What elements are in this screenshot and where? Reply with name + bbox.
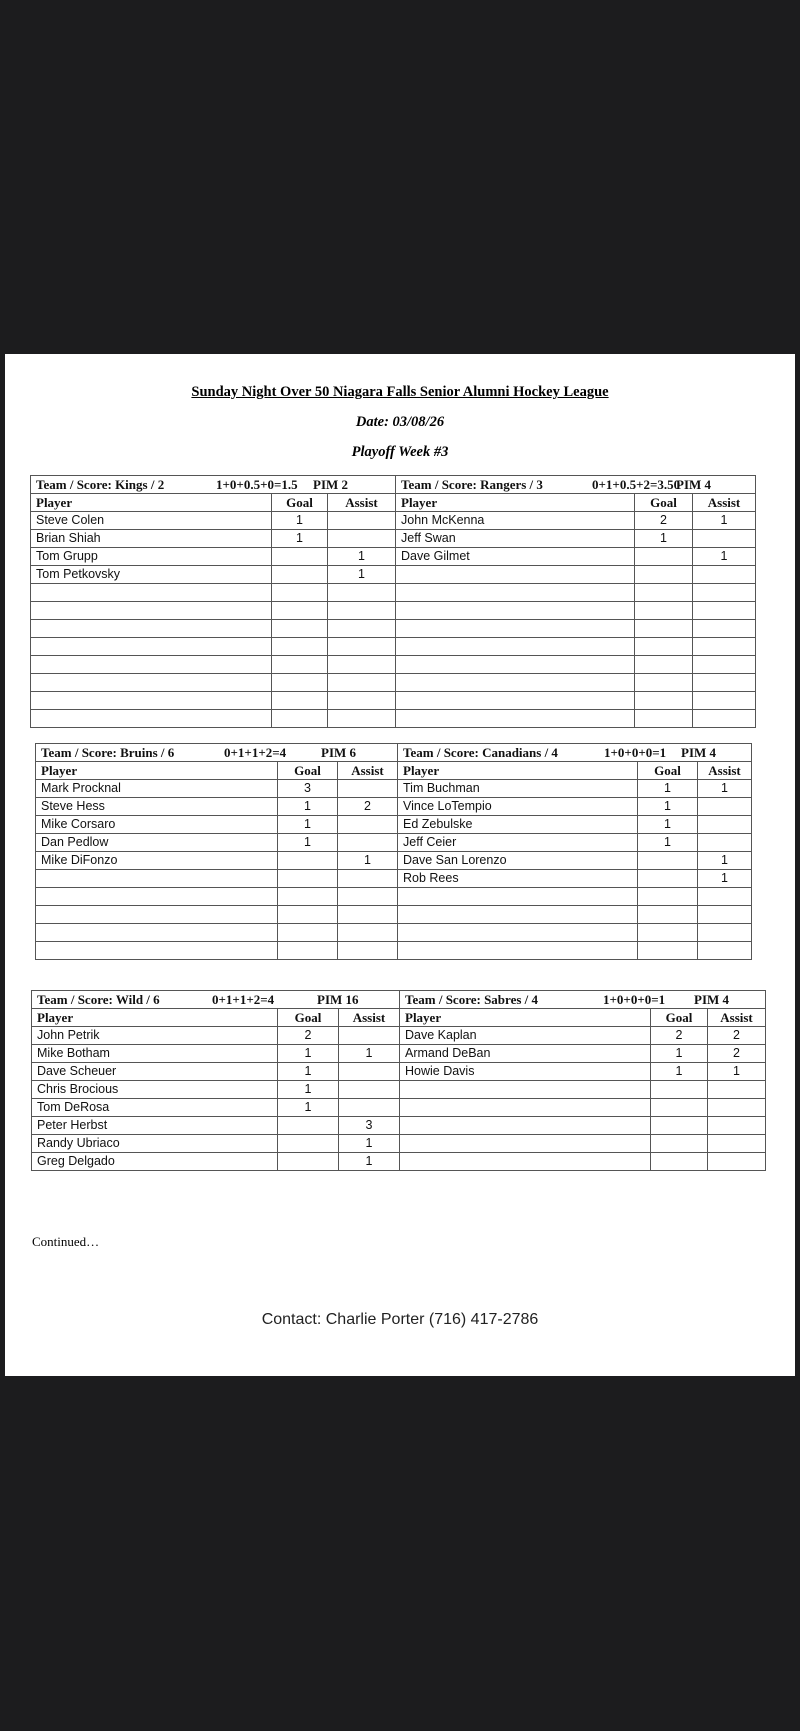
assist-count: [693, 530, 756, 548]
assist-count: 3: [339, 1117, 400, 1135]
goal-count: [278, 1153, 339, 1171]
penalty-minutes: PIM 2: [313, 477, 349, 492]
player-name: [36, 942, 278, 960]
assist-count: [708, 1117, 766, 1135]
goal-count: [278, 888, 338, 906]
player-name: Mark Procknal: [36, 780, 278, 798]
assist-count: [339, 1027, 400, 1045]
assist-count: [338, 942, 398, 960]
table-row: [36, 906, 752, 924]
team-header-right: [398, 744, 752, 762]
player-name: Chris Brocious: [32, 1081, 278, 1099]
assist-count: [328, 692, 396, 710]
penalty-minutes: PIM 4: [694, 992, 730, 1007]
assist-count: [339, 1063, 400, 1081]
assist-count: [708, 1081, 766, 1099]
score-calculation: 0+1+0.5+2=3.50: [592, 477, 681, 492]
goal-count: [651, 1081, 708, 1099]
table-row: [31, 584, 756, 602]
team-score: Team / Score: Rangers / 3: [401, 477, 543, 492]
goal-count: [635, 692, 693, 710]
assist-count: [328, 530, 396, 548]
player-name: [31, 674, 272, 692]
col-header-assist: Assist: [693, 494, 756, 512]
assist-count: [708, 1153, 766, 1171]
goal-count: 1: [278, 798, 338, 816]
penalty-minutes: PIM 6: [321, 745, 357, 760]
player-name: [396, 638, 635, 656]
player-name: Tom Grupp: [31, 548, 272, 566]
player-name: Jeff Ceier: [398, 834, 638, 852]
table-row: [32, 1063, 766, 1081]
table-row: [32, 1027, 766, 1045]
player-name: [400, 1153, 651, 1171]
game-table-2: [35, 743, 752, 960]
goal-count: [278, 870, 338, 888]
game-table-3: [31, 990, 766, 1171]
player-name: Tom Petkovsky: [31, 566, 272, 584]
assist-count: 1: [708, 1063, 766, 1081]
goal-count: 1: [278, 1045, 339, 1063]
table-row: [36, 888, 752, 906]
score-calculation: 0+1+1+2=4: [212, 992, 275, 1007]
table-row: [36, 780, 752, 798]
goal-count: [635, 710, 693, 728]
col-header-player: Player: [31, 494, 272, 512]
player-name: [396, 674, 635, 692]
playoff-week: Playoff Week #3: [351, 444, 449, 460]
assist-count: 1: [339, 1135, 400, 1153]
team-score: Team / Score: Wild / 6: [37, 992, 160, 1007]
score-calculation: 0+1+1+2=4: [224, 745, 287, 760]
assist-count: [338, 816, 398, 834]
assist-count: [328, 656, 396, 674]
assist-count: [693, 656, 756, 674]
penalty-minutes: PIM 4: [681, 745, 717, 760]
player-name: [400, 1099, 651, 1117]
goal-count: [272, 566, 328, 584]
goal-count: [635, 638, 693, 656]
player-name: [398, 942, 638, 960]
table-row: [31, 710, 756, 728]
player-name: [396, 692, 635, 710]
team-header-right: [400, 991, 766, 1009]
team-score: Team / Score: Canadians / 4: [403, 745, 558, 760]
goal-count: [635, 584, 693, 602]
player-name: [36, 906, 278, 924]
table-row: [32, 1099, 766, 1117]
player-name: John McKenna: [396, 512, 635, 530]
assist-count: [338, 870, 398, 888]
goal-count: [638, 852, 698, 870]
assist-count: [693, 638, 756, 656]
col-header-goal: Goal: [278, 762, 338, 780]
table-row: [31, 548, 756, 566]
table-row: [32, 1135, 766, 1153]
player-name: [396, 656, 635, 674]
assist-count: [338, 780, 398, 798]
player-name: Rob Rees: [398, 870, 638, 888]
assist-count: [328, 638, 396, 656]
assist-count: [328, 584, 396, 602]
assist-count: 1: [693, 548, 756, 566]
goal-count: 1: [278, 816, 338, 834]
penalty-minutes: PIM 4: [676, 477, 712, 492]
table-row: [32, 1117, 766, 1135]
player-name: Armand DeBan: [400, 1045, 651, 1063]
player-name: Greg Delgado: [32, 1153, 278, 1171]
table-row: [36, 852, 752, 870]
assist-count: 1: [328, 548, 396, 566]
goal-count: 1: [638, 798, 698, 816]
goal-count: [651, 1153, 708, 1171]
goal-count: [272, 584, 328, 602]
continued-note: Continued…: [32, 1234, 100, 1249]
table-row: [31, 620, 756, 638]
player-name: Dave San Lorenzo: [398, 852, 638, 870]
assist-count: [693, 584, 756, 602]
assist-count: [339, 1081, 400, 1099]
player-name: Mike Botham: [32, 1045, 278, 1063]
team-header-left: [32, 991, 400, 1009]
col-header-goal: Goal: [651, 1009, 708, 1027]
assist-count: [339, 1099, 400, 1117]
player-name: John Petrik: [32, 1027, 278, 1045]
goal-count: 1: [638, 834, 698, 852]
goal-count: [651, 1099, 708, 1117]
player-name: [36, 888, 278, 906]
goal-count: [278, 906, 338, 924]
assist-count: 1: [698, 780, 752, 798]
player-name: [396, 602, 635, 620]
goal-count: [278, 942, 338, 960]
goal-count: 1: [272, 512, 328, 530]
assist-count: [338, 834, 398, 852]
goal-count: [635, 620, 693, 638]
goal-count: 1: [278, 1063, 339, 1081]
score-calculation: 1+0+0+0=1: [603, 992, 666, 1007]
score-calculation: 1+0+0.5+0=1.5: [216, 477, 298, 492]
player-name: Peter Herbst: [32, 1117, 278, 1135]
assist-count: [693, 566, 756, 584]
player-name: [398, 906, 638, 924]
goal-count: [272, 548, 328, 566]
player-name: [396, 566, 635, 584]
goal-count: [638, 888, 698, 906]
assist-count: [693, 620, 756, 638]
goal-count: 3: [278, 780, 338, 798]
player-name: [31, 602, 272, 620]
assist-count: 1: [693, 512, 756, 530]
assist-count: [708, 1099, 766, 1117]
col-header-assist: Assist: [698, 762, 752, 780]
assist-count: 2: [338, 798, 398, 816]
assist-count: [328, 710, 396, 728]
goal-count: 1: [651, 1063, 708, 1081]
player-name: Dave Scheuer: [32, 1063, 278, 1081]
team-score: Team / Score: Sabres / 4: [405, 992, 539, 1007]
table-row: [32, 1081, 766, 1099]
assist-count: 1: [698, 852, 752, 870]
player-name: Dave Kaplan: [400, 1027, 651, 1045]
goal-count: [638, 870, 698, 888]
assist-count: [693, 674, 756, 692]
player-name: Steve Hess: [36, 798, 278, 816]
goal-count: 1: [651, 1045, 708, 1063]
table-row: [31, 512, 756, 530]
game-table-1: [30, 475, 756, 728]
score-calculation: 1+0+0+0=1: [604, 745, 667, 760]
goal-count: [651, 1135, 708, 1153]
col-header-goal: Goal: [638, 762, 698, 780]
table-row: [31, 692, 756, 710]
game-date: Date: 03/08/26: [355, 414, 445, 430]
goal-count: 1: [638, 816, 698, 834]
player-name: [31, 620, 272, 638]
league-title: Sunday Night Over 50 Niagara Falls Senior Alumni Hockey League: [191, 384, 609, 400]
goal-count: [272, 602, 328, 620]
goal-count: [635, 656, 693, 674]
player-name: [400, 1135, 651, 1153]
team-score: Team / Score: Bruins / 6: [41, 745, 175, 760]
col-header-assist: Assist: [338, 762, 398, 780]
goal-count: [272, 656, 328, 674]
col-header-goal: Goal: [635, 494, 693, 512]
player-name: Steve Colen: [31, 512, 272, 530]
table-row: [31, 674, 756, 692]
assist-count: [693, 710, 756, 728]
player-name: [36, 924, 278, 942]
col-header-player: Player: [400, 1009, 651, 1027]
table-row: [36, 870, 752, 888]
goal-count: [635, 674, 693, 692]
player-name: Tim Buchman: [398, 780, 638, 798]
score-sheet-page: [5, 354, 795, 1376]
assist-count: [328, 674, 396, 692]
goal-count: 1: [278, 1099, 339, 1117]
player-name: [36, 870, 278, 888]
player-name: Ed Zebulske: [398, 816, 638, 834]
assist-count: 1: [698, 870, 752, 888]
goal-count: [635, 602, 693, 620]
player-name: [398, 924, 638, 942]
assist-count: 1: [339, 1045, 400, 1063]
goal-count: [272, 638, 328, 656]
player-name: Dave Gilmet: [396, 548, 635, 566]
player-name: [400, 1081, 651, 1099]
player-name: Howie Davis: [400, 1063, 651, 1081]
player-name: [396, 620, 635, 638]
player-name: [398, 888, 638, 906]
goal-count: [635, 566, 693, 584]
player-name: [400, 1117, 651, 1135]
assist-count: [698, 834, 752, 852]
goal-count: 1: [272, 530, 328, 548]
player-name: Mike Corsaro: [36, 816, 278, 834]
assist-count: 1: [338, 852, 398, 870]
assist-count: 2: [708, 1045, 766, 1063]
assist-count: 1: [328, 566, 396, 584]
assist-count: [698, 942, 752, 960]
contact-line: Contact: Charlie Porter (716) 417-2786: [261, 1311, 539, 1328]
player-name: [396, 710, 635, 728]
player-name: [31, 692, 272, 710]
goal-count: [272, 710, 328, 728]
table-row: [31, 638, 756, 656]
table-row: [31, 656, 756, 674]
goal-count: [272, 674, 328, 692]
col-header-player: Player: [396, 494, 635, 512]
col-header-player: Player: [32, 1009, 278, 1027]
col-header-goal: Goal: [278, 1009, 339, 1027]
penalty-minutes: PIM 16: [317, 992, 359, 1007]
goal-count: 2: [278, 1027, 339, 1045]
col-header-assist: Assist: [339, 1009, 400, 1027]
player-name: Vince LoTempio: [398, 798, 638, 816]
assist-count: [338, 924, 398, 942]
table-row: [36, 924, 752, 942]
assist-count: [698, 816, 752, 834]
assist-count: [698, 798, 752, 816]
team-score: Team / Score: Kings / 2: [36, 477, 165, 492]
goal-count: [278, 1117, 339, 1135]
assist-count: [328, 620, 396, 638]
player-name: Randy Ubriaco: [32, 1135, 278, 1153]
col-header-assist: Assist: [708, 1009, 766, 1027]
assist-count: 2: [708, 1027, 766, 1045]
goal-count: [278, 1135, 339, 1153]
table-row: [32, 1045, 766, 1063]
table-row: [31, 530, 756, 548]
goal-count: 1: [278, 834, 338, 852]
col-header-player: Player: [398, 762, 638, 780]
goal-count: [638, 906, 698, 924]
col-header-assist: Assist: [328, 494, 396, 512]
table-row: [36, 834, 752, 852]
assist-count: [328, 602, 396, 620]
goal-count: 1: [278, 1081, 339, 1099]
player-name: Tom DeRosa: [32, 1099, 278, 1117]
table-row: [31, 602, 756, 620]
table-row: [36, 798, 752, 816]
player-name: Dan Pedlow: [36, 834, 278, 852]
assist-count: [693, 692, 756, 710]
team-header-left: [31, 476, 396, 494]
goal-count: 2: [651, 1027, 708, 1045]
table-row: [32, 1153, 766, 1171]
table-row: [36, 942, 752, 960]
player-name: [31, 710, 272, 728]
goal-count: [278, 924, 338, 942]
goal-count: [278, 852, 338, 870]
assist-count: [693, 602, 756, 620]
assist-count: [698, 888, 752, 906]
assist-count: [328, 512, 396, 530]
table-row: [31, 566, 756, 584]
player-name: [31, 584, 272, 602]
player-name: [396, 584, 635, 602]
goal-count: [638, 942, 698, 960]
goal-count: [272, 692, 328, 710]
table-row: [36, 816, 752, 834]
assist-count: [698, 924, 752, 942]
team-header-left: [36, 744, 398, 762]
assist-count: [338, 906, 398, 924]
assist-count: 1: [339, 1153, 400, 1171]
goal-count: [272, 620, 328, 638]
goal-count: 1: [635, 530, 693, 548]
col-header-goal: Goal: [272, 494, 328, 512]
player-name: [31, 638, 272, 656]
player-name: [31, 656, 272, 674]
goal-count: 1: [638, 780, 698, 798]
col-header-player: Player: [36, 762, 278, 780]
player-name: Mike DiFonzo: [36, 852, 278, 870]
assist-count: [698, 906, 752, 924]
goal-count: [638, 924, 698, 942]
goal-count: [651, 1117, 708, 1135]
goal-count: [635, 548, 693, 566]
assist-count: [708, 1135, 766, 1153]
team-header-right: [396, 476, 756, 494]
goal-count: 2: [635, 512, 693, 530]
player-name: Jeff Swan: [396, 530, 635, 548]
player-name: Brian Shiah: [31, 530, 272, 548]
assist-count: [338, 888, 398, 906]
